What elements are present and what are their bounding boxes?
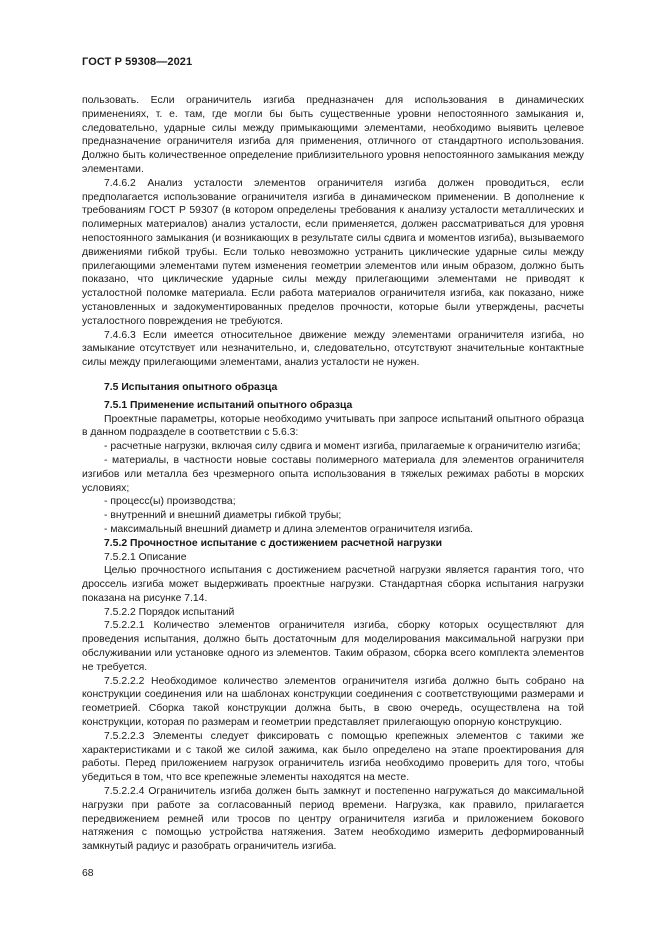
paragraph-7-4-6-3: 7.4.6.3 Если имеется относительное движение между элементами ограничителя изгиба, но замыкание отсутствует или незначительно, и, следовательно, отсутствуют значительные контактные силы между прилегающими элементами, анализ усталости не нужен. [82, 329, 584, 369]
list-item: - внутренний и внешний диаметры гибкой трубы; [104, 510, 342, 522]
list-item: - процесс(ы) производства; [104, 496, 236, 508]
list-item: - материалы, в частности новые составы полимерного материала для элементов ограничителя изгибов или металла без чрезмерного опыта использования в тяжелых режимах работы в морских условиях; [82, 454, 584, 494]
paragraph-7-5-2-2-1: 7.5.2.2.1 Количество элементов ограничителя изгиба, сборку которых осуществляют для проведения испытания, должно быть достаточным для моделирования максимальной нагрузки при обслуживании или установке одного из элементов. Таким образом, сборка всего комплекта элементов не требуется. [82, 620, 584, 673]
paragraph-7-5-2-2-3: 7.5.2.2.3 Элементы следует фиксировать с помощью крепежных элементов с такими же характеристиками и с такой же силой зажима, как было определено на этапе проектирования для работы. Перед приложением нагрузок ограничитель изгиба необходимо проверить для того, чтобы убедиться в том, что все крепежные элементы находятся на месте. [82, 730, 584, 784]
subsection-heading-7-5-1: 7.5.1 Применение испытаний опытного образца [104, 399, 353, 411]
paragraph-continuation: пользовать. Если ограничитель изгиба предназначен для использования в динамических применениях, т. е. там, где могли бы быть существенные уровни непостоянного замыкания и, следовательно, ударные силы между примыкающими элементами, необходимо выявить целевое предназначение ограничителя изгиба для применения, отличного от стандартного использования. Должно быть количественное определение приблизительного уровня непостоянного замыкания между элементами. [82, 95, 584, 175]
document-body [82, 94, 584, 854]
document-header: ГОСТ Р 59308—2021 [82, 56, 193, 68]
page-number: 68 [82, 868, 94, 879]
paragraph-test-purpose: Целью прочностного испытания с достижением расчетной нагрузки является гарантия того, что дроссель изгиба может выдерживать проектные нагрузки. Стандартная сборка испытания нагрузки показана на рисунке 7.14. [82, 565, 584, 604]
clause-7-5-2-1: 7.5.2.1 Описание [104, 551, 187, 563]
section-heading-7-5: 7.5 Испытания опытного образца [104, 381, 278, 393]
subsection-heading-7-5-2: 7.5.2 Прочностное испытание с достижением расчетной нагрузки [104, 537, 442, 549]
paragraph-7-5-2-2-2: 7.5.2.2.2 Необходимое количество элементов ограничителя изгиба должно быть собрано на конструкции соединения или на шаблонах конструкции соединения с соответствующими размерами и геометрией. Сборка такой конструкции должна быть, в свою очередь, осуществлена на той конструкции, которая по размерам и геометрии представляет прилегающую опорную конструкцию. [82, 675, 584, 729]
list-item: - максимальный внешний диаметр и длина элементов ограничителя изгиба. [104, 523, 473, 535]
paragraph-7-5-2-2-4: 7.5.2.2.4 Ограничитель изгиба должен быть замкнут и постепенно нагружаться до максимальной нагрузки при работе за согласованный период времени. Нагрузка, как правило, прилагается передвижением ремней или тросов по центру ограничителя изгиба и приложением бокового натяжения с помощью устройства натяжения. Затем необходимо измерить деформированный замкнутый радиус и разобрать ограничитель изгиба. [82, 786, 584, 853]
clause-7-5-2-2: 7.5.2.2 Порядок испытаний [104, 606, 235, 618]
paragraph-7-4-6-2: 7.4.6.2 Анализ усталости элементов ограничителя изгиба должен проводиться, если предполагается использование ограничителя изгиба в динамическом применении. В дополнение к требованиям ГОСТ Р 59307 (в котором определены требования к анализу усталости металлических и полимерных материалов) анализ усталости, если применяется, должен рассматриваться для уровня непостоянного замыкания (и возникающих в результате силы сдвига и моментов изгиба), вызываемого движениями гибкой трубы. Если только невозможно устранить циклические ударные силы между прилегающими элементами путем изменения геометрии элементов или иным образом, должно быть показано, что циклические ударные силы между прилегающими элементами не приводят к усталостной поломке материала. Если работа материалов ограничителя изгиба, как показано, ниже установленных и задокументированных пределов прочности, которые были утверждены, расчеты усталостного повреждения не требуются. [82, 177, 584, 327]
paragraph-design-parameters: Проектные параметры, которые необходимо учитывать при запросе испытаний опытного образца в данном подразделе в соответствии с 5.6.3: [82, 413, 584, 439]
list-item: - расчетные нагрузки, включая силу сдвига и момент изгиба, прилагаемые к ограничителю изгиба; [104, 441, 581, 453]
